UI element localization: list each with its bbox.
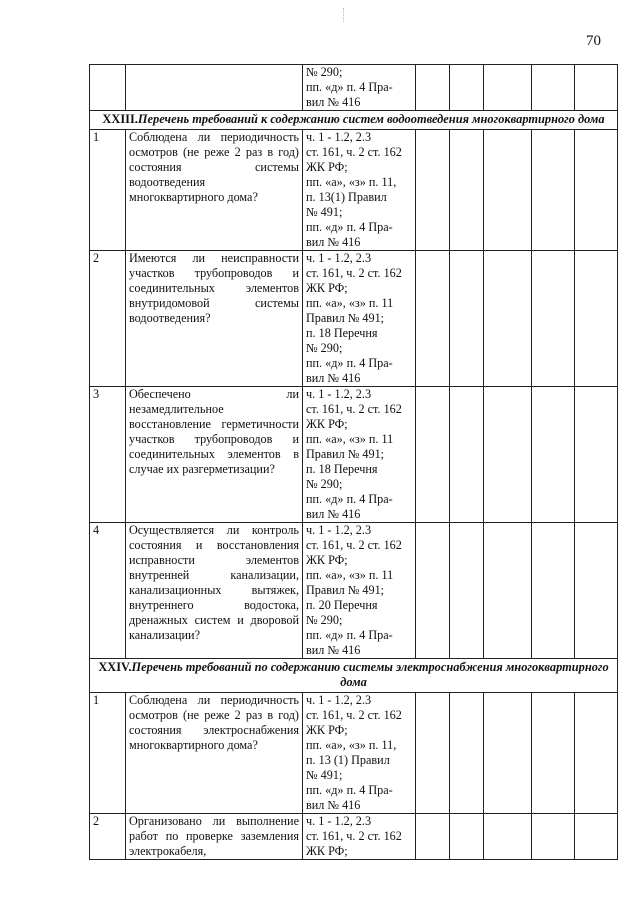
reference-line: Правил № 491; [306,447,385,461]
answer-cell [484,814,532,860]
reference-line: № 290; [306,65,343,79]
answer-cell [532,693,575,814]
scan-mark [343,8,345,22]
reference-line: ЖК РФ; [306,723,348,737]
reference-line: № 290; [306,341,343,355]
reference-line: ЖК РФ; [306,844,348,858]
reference-line: № 491; [306,768,343,782]
table-row [90,130,618,251]
reference-line: ч. 1 - 1.2, 2.3 [306,693,372,707]
reference-line: ч. 1 - 1.2, 2.3 [306,130,372,144]
reference-line: ЖК РФ; [306,281,348,295]
reference-line: пп. «а», «з» п. 11, [306,175,397,189]
answer-cell [416,251,450,387]
answer-cell [450,387,484,523]
section-header-row [90,111,618,130]
legal-reference [303,251,416,387]
section-heading: Перечень требований к содержанию систем водоотведения многоквартирного дома [137,112,605,126]
section-heading: Перечень требований по содержанию системы электроснабжения многоквартирного дома [131,660,609,689]
reference-line: п. 18 Перечня [306,462,378,476]
row-number: 2 [90,251,126,387]
answer-cell [416,523,450,659]
question-cell: Соблюдена ли периодичность осмотров (не реже 2 раз в год) состояния электроснабжения многоквартирного дома? [126,693,303,814]
answer-cell [450,523,484,659]
answer-cell [575,130,618,251]
reference-line: вил № 416 [306,798,361,812]
reference-line: № 290; [306,477,343,491]
question-cell: Обеспечено ли незамедлительное восстановление герметичности участков трубопроводов и соединительных элементов в случае их разгерметизации? [126,387,303,523]
section-title [90,111,618,130]
reference-line: пп. «а», «з» п. 11 [306,568,394,582]
legal-reference [303,65,416,111]
reference-line: п. 13(1) Правил [306,190,387,204]
reference-line: № 491; [306,205,343,219]
answer-cell [450,693,484,814]
reference-line: ЖК РФ; [306,160,348,174]
table-row [90,251,618,387]
requirements-table [89,64,618,860]
answer-cell [532,523,575,659]
table-row [90,65,618,111]
answer-cell [450,814,484,860]
reference-line: № 290; [306,613,343,627]
reference-line: ч. 1 - 1.2, 2.3 [306,387,372,401]
reference-line: пп. «д» п. 4 Пра- [306,80,393,94]
row-number: 3 [90,387,126,523]
row-number: 2 [90,814,126,860]
reference-line: вил № 416 [306,507,361,521]
reference-line: вил № 416 [306,95,361,109]
reference-line: ЖК РФ; [306,553,348,567]
answer-cell [416,387,450,523]
answer-cell [575,693,618,814]
reference-line: пп. «д» п. 4 Пра- [306,628,393,642]
legal-reference [303,523,416,659]
answer-cell [416,693,450,814]
answer-cell [575,814,618,860]
legal-reference [303,130,416,251]
reference-line: пп. «а», «з» п. 11, [306,738,397,752]
legal-reference [303,387,416,523]
answer-cell [416,814,450,860]
row-number: 1 [90,130,126,251]
question-cell: Имеются ли неисправности участков трубопроводов и соединительных элементов внутридомовой системы водоотведения? [126,251,303,387]
answer-cell [575,387,618,523]
legal-reference [303,814,416,860]
answer-cell [532,251,575,387]
reference-line: ст. 161, ч. 2 ст. 162 [306,538,402,552]
reference-line: пп. «а», «з» п. 11 [306,296,394,310]
page-number: 70 [586,33,601,49]
reference-line: пп. «д» п. 4 Пра- [306,492,393,506]
table-row [90,814,618,860]
section-header-row [90,659,618,693]
question-cell: Организовано ли выполнение работ по проверке заземления электрокабеля, [126,814,303,860]
reference-line: ст. 161, ч. 2 ст. 162 [306,402,402,416]
reference-line: ст. 161, ч. 2 ст. 162 [306,266,402,280]
section-numeral: XXIII. [102,112,138,126]
legal-reference [303,693,416,814]
answer-cell [575,523,618,659]
reference-line: Правил № 491; [306,583,385,597]
question-cell [126,65,303,111]
answer-cell [450,65,484,111]
answer-cell [532,387,575,523]
reference-line: вил № 416 [306,235,361,249]
question-cell: Осуществляется ли контроль состояния и восстановления исправности элементов внутренней канализации, канализационных вытяжек, внутреннего водостока, дренажных систем и дворовой канализации? [126,523,303,659]
answer-cell [532,814,575,860]
table-row [90,523,618,659]
answer-cell [484,251,532,387]
reference-line: пп. «д» п. 4 Пра- [306,220,393,234]
section-numeral: XXIV. [98,660,132,674]
answer-cell [484,693,532,814]
reference-line: вил № 416 [306,371,361,385]
answer-cell [450,130,484,251]
reference-line: вил № 416 [306,643,361,657]
answer-cell [484,65,532,111]
question-cell: Соблюдена ли периодичность осмотров (не реже 2 раз в год) состояния системы водоотведения многоквартирного дома? [126,130,303,251]
reference-line: пп. «д» п. 4 Пра- [306,356,393,370]
answer-cell [484,130,532,251]
reference-line: ст. 161, ч. 2 ст. 162 [306,708,402,722]
answer-cell [484,387,532,523]
reference-line: ч. 1 - 1.2, 2.3 [306,814,372,828]
answer-cell [532,130,575,251]
reference-line: ч. 1 - 1.2, 2.3 [306,523,372,537]
answer-cell [532,65,575,111]
section-title [90,659,618,693]
answer-cell [416,65,450,111]
reference-line: ст. 161, ч. 2 ст. 162 [306,829,402,843]
row-number: 4 [90,523,126,659]
reference-line: пп. «а», «з» п. 11 [306,432,394,446]
table-row [90,387,618,523]
reference-line: п. 18 Перечня [306,326,378,340]
reference-line: п. 13 (1) Правил [306,753,390,767]
answer-cell [450,251,484,387]
reference-line: ЖК РФ; [306,417,348,431]
reference-line: ст. 161, ч. 2 ст. 162 [306,145,402,159]
table-row [90,693,618,814]
row-number [90,65,126,111]
reference-line: пп. «д» п. 4 Пра- [306,783,393,797]
answer-cell [416,130,450,251]
reference-line: Правил № 491; [306,311,385,325]
reference-line: ч. 1 - 1.2, 2.3 [306,251,372,265]
answer-cell [575,251,618,387]
row-number: 1 [90,693,126,814]
answer-cell [575,65,618,111]
answer-cell [484,523,532,659]
reference-line: п. 20 Перечня [306,598,378,612]
